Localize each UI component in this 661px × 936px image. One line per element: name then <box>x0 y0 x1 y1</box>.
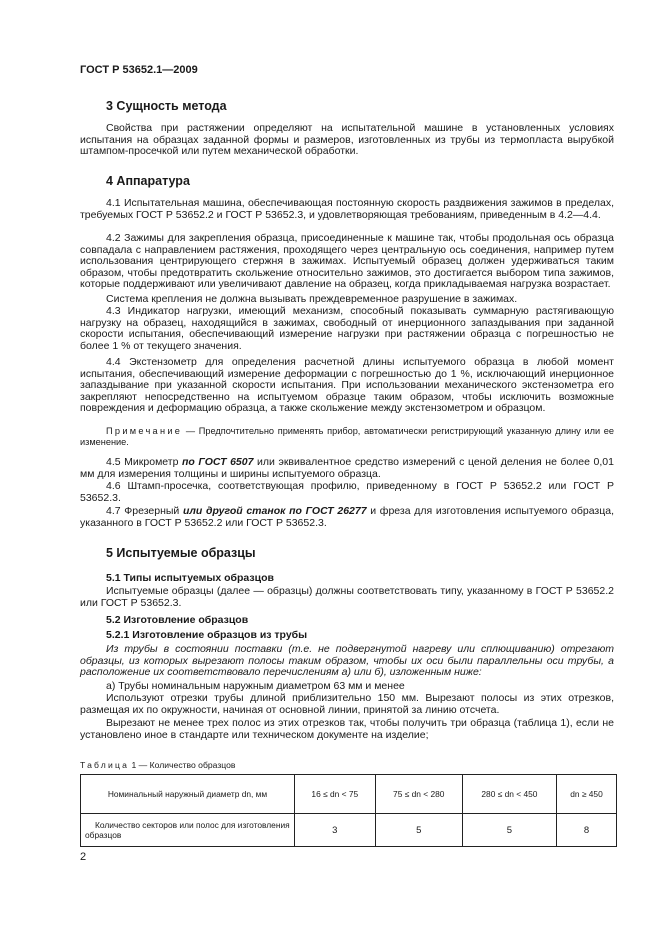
table-cell: 5 <box>375 814 462 847</box>
table-header-col-4: dn ≥ 450 <box>556 775 616 814</box>
table-caption-text: 1 — Количество образцов <box>129 760 236 770</box>
item-a-title: а) Трубы номинальным наружным диаметром 63 мм и менее <box>106 680 405 692</box>
table-1-caption <box>80 760 235 770</box>
note <box>80 426 614 448</box>
section-3-title: 3 Сущность метода <box>106 99 227 113</box>
samples-count-table <box>80 774 617 847</box>
item-a-text-2: Вырезают не менее трех полос из этих отрезков так, чтобы получить три образца (таблица 1), если не установлено иное в стандарте или техническом документе на изделие; <box>80 717 614 741</box>
item-a-text: Используют отрезки трубы длиной приблизительно 150 мм. Вырезают полосы из этих отрезков, размещая их по окружности, начиная от основной линии, принятой за линию отсчета. <box>80 692 614 716</box>
paragraph-4-5: 4.5 Микрометр по ГОСТ 6507 или эквивалентное средство измерений с ценой деления не более 0,01 мм для измерения толщины и ширины испытуемого образца. <box>80 456 614 480</box>
paragraph-4-3: 4.3 Индикатор нагрузки, имеющий механизм, способный показывать суммарную растягивающую нагрузку на образец, находящийся в зажимах, свободный от инерционного запаздывания при заданной скорости испытания, обеспечивающий измерение нагрузки при растяжении образца с погрешностью не более 1 % от текущего значения. <box>80 305 614 352</box>
table-cell: 3 <box>295 814 376 847</box>
section-3-text: Свойства при растяжении определяют на испытательной машине в установленных условиях испытания на образцах заданной формы и размеров, изготовленных из трубы из термопласта вырубкой штампом-просечкой или путем механической обработки. <box>80 122 614 158</box>
paragraph-4-4: 4.4 Экстензометр для определения расчетной длины испытуемого образца в любой момент испытания, обеспечивающий измерение деформации с погрешностью до 1 %, исключающий инерционное запаздывание при указанной скорости испытания. При использовании механического экстензометра его закрепляют непосредственно на испытуемом образце таким образом, чтобы исключить возможные повреждения и деформацию образца, а также скольжение между экстензометром и образцом. <box>80 356 614 415</box>
table-cell: 8 <box>556 814 616 847</box>
subsection-5-2-1-title: 5.2.1 Изготовление образцов из трубы <box>106 629 308 641</box>
page-number: 2 <box>80 851 87 863</box>
table-cell: 5 <box>462 814 556 847</box>
paragraph-4-7: 4.7 Фрезерный или другой станок по ГОСТ 26277 и фреза для изготовления испытуемого образца, указанного в ГОСТ Р 53652.2 или ГОСТ Р 53652.3. <box>80 505 615 529</box>
table-header-row <box>81 775 617 814</box>
document-code: ГОСТ Р 53652.1—2009 <box>80 64 198 76</box>
note-text: — Предпочтительно применять прибор, автоматически регистрирующий указанную длину или ее изменение. <box>80 426 614 448</box>
gost-26277-reference: или другой станок по ГОСТ 26277 <box>182 505 367 517</box>
paragraph-4-2: 4.2 Зажимы для закрепления образца, присоединенные к машине так, чтобы продольная ось образца совпадала с направлением растяжения, проходящего через центральную ось соединения, например путем использования центрирующего стержня в зажимах. Испытуемый образец должен удерживаться таким образом, чтобы предотвратить скольжение относительно зажимов, это достигается выбором типа зажимов, которые поддерживают или увеличивают давление на образец, когда прикладываемая нагрузка возрастает. <box>80 232 614 291</box>
table-row-label: Количество секторов или полос для изготовления образцов <box>81 814 295 847</box>
table-header-diameter: Номинальный наружный диаметр dn, мм <box>81 775 295 814</box>
note-label: Примечание <box>106 426 183 436</box>
paragraph-4-2-b: Система крепления не должна вызывать преждевременное разрушение в зажимах. <box>106 293 518 305</box>
section-5-title: 5 Испытуемые образцы <box>106 546 256 560</box>
table-header-col-3: 280 ≤ dn < 450 <box>462 775 556 814</box>
table-row <box>81 814 617 847</box>
table-header-col-2: 75 ≤ dn < 280 <box>375 775 462 814</box>
subsection-5-2-1-text: Из трубы в состоянии поставки (т.е. не подвергнутой нагреву или сплющиванию) отрезают образцы, из которых вырезают полосы таким образом, чтобы их оси были параллельны оси трубы, а расположение их соответствовало перечислениям а) или б), изложенным ниже: <box>80 643 614 679</box>
paragraph-4-1: 4.1 Испытательная машина, обеспечивающая постоянную скорость раздвижения зажимов в пределах, требуемых ГОСТ Р 53652.2 и ГОСТ Р 53652.3, и удовлетворяющая требованиям, приведенным в 4.2—4.4. <box>80 197 614 221</box>
subsection-5-1-text: Испытуемые образцы (далее — образцы) должны соответствовать типу, указанному в ГОСТ Р 53652.2 или ГОСТ Р 53652.3. <box>80 585 614 609</box>
table-header-col-1: 16 ≤ dn < 75 <box>295 775 376 814</box>
section-4-title: 4 Аппаратура <box>106 174 190 188</box>
gost-6507-reference: по ГОСТ 6507 <box>182 456 254 468</box>
subsection-5-2-title: 5.2 Изготовление образцов <box>106 614 249 626</box>
subsection-5-1-title: 5.1 Типы испытуемых образцов <box>106 572 274 584</box>
table-caption-label: Таблица <box>80 760 130 770</box>
paragraph-4-6: 4.6 Штамп-просечка, соответствующая профилю, приведенному в ГОСТ Р 53652.2 или ГОСТ Р 53652.3. <box>80 480 614 504</box>
